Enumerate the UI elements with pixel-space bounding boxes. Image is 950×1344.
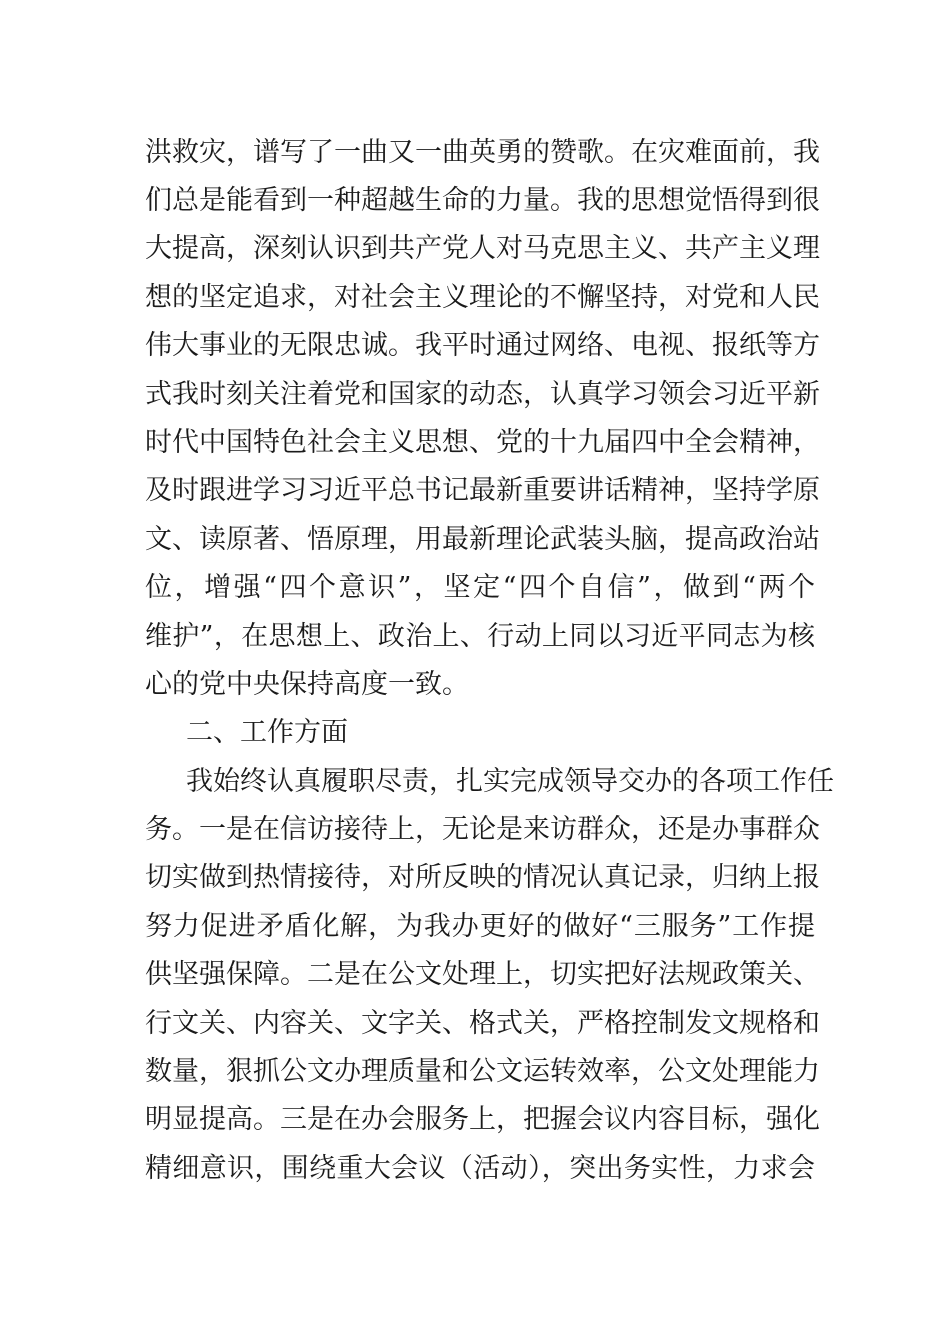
section-heading: 二、工作方面	[186, 717, 348, 748]
body-text-line: 数量，狠抓公文办理质量和公文运转效率，公文处理能力	[145, 1056, 820, 1087]
body-text-line: 维护”，在思想上、政治上、行动上同以习近平同志为核	[145, 621, 815, 652]
body-text-line: 文、读原著、悟原理，用最新理论武装头脑，提高政治站	[145, 524, 820, 555]
body-text-line: 务。一是在信访接待上，无论是来访群众，还是办事群众	[145, 814, 820, 845]
body-text-line: 心的党中央保持高度一致。	[145, 669, 469, 700]
body-text-line: 们总是能看到一种超越生命的力量。我的思想觉悟得到很	[145, 185, 820, 216]
body-text-line: 切实做到热情接待，对所反映的情况认真记录，归纳上报	[145, 862, 820, 893]
body-text-line: 我始终认真履职尽责，扎实完成领导交办的各项工作任	[186, 766, 834, 797]
body-text-line: 行文关、内容关、文字关、格式关，严格控制发文规格和	[145, 1008, 820, 1039]
body-text-line: 位，增强“四个意识”，坚定“四个自信”，做到“两个	[145, 572, 815, 603]
body-text-line: 伟大事业的无限忠诚。我平时通过网络、电视、报纸等方	[145, 330, 820, 361]
body-text-line: 及时跟进学习习近平总书记最新重要讲话精神，坚持学原	[145, 475, 820, 506]
body-text-line: 式我时刻关注着党和国家的动态，认真学习领会习近平新	[145, 379, 820, 410]
body-text-line: 努力促进矛盾化解，为我办更好的做好“三服务”工作提	[145, 911, 815, 942]
body-text-line: 想的坚定追求，对社会主义理论的不懈坚持，对党和人民	[145, 282, 820, 313]
body-text-line: 供坚强保障。二是在公文处理上，切实把好法规政策关、	[145, 959, 820, 990]
body-text-line: 精细意识，围绕重大会议（活动），突出务实性，力求会	[145, 1153, 815, 1184]
body-text-line: 明显提高。三是在办会服务上，把握会议内容目标，强化	[145, 1104, 820, 1135]
body-text-line: 时代中国特色社会主义思想、党的十九届四中全会精神，	[145, 427, 820, 458]
body-text-line: 洪救灾，谱写了一曲又一曲英勇的赞歌。在灾难面前，我	[145, 137, 820, 168]
body-text-line: 大提高，深刻认识到共产党人对马克思主义、共产主义理	[145, 233, 820, 264]
